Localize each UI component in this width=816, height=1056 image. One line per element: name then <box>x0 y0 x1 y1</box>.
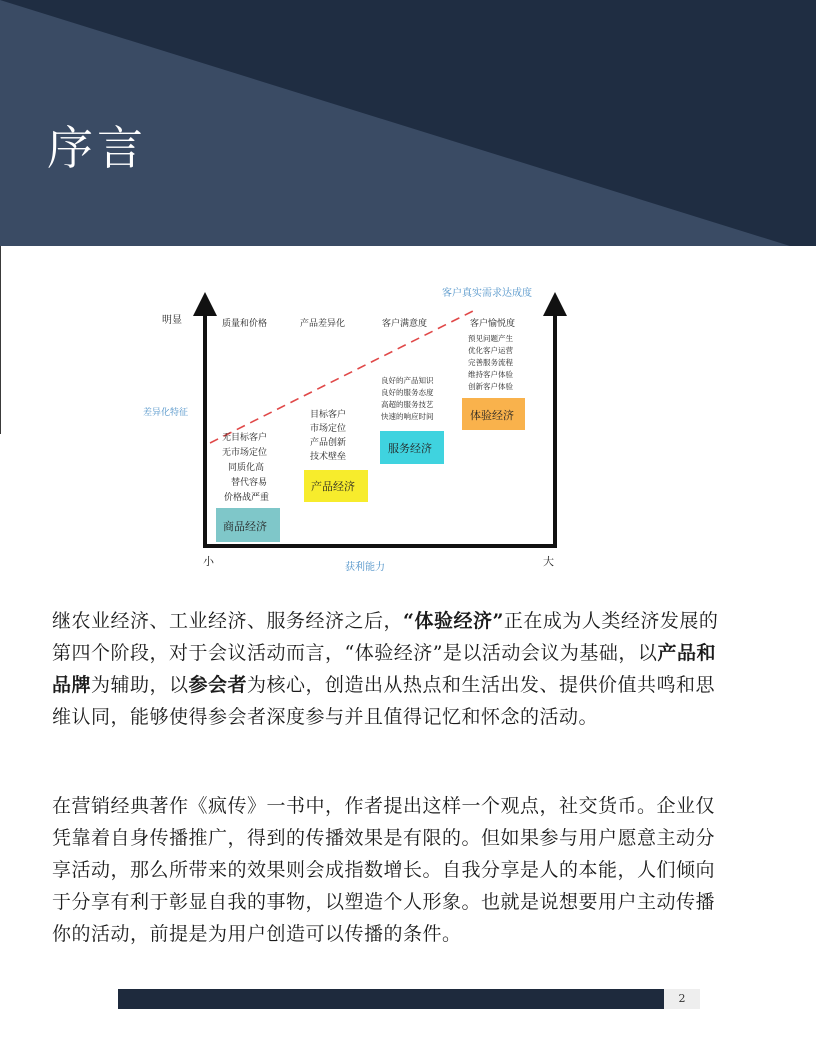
header-banner <box>0 0 816 246</box>
footer-bar <box>118 989 664 1009</box>
x-axis-end-label: 大 <box>543 555 554 568</box>
paragraph-text: 为辅助，以 <box>91 674 189 696</box>
column-item: 技术壁垒 <box>310 452 347 462</box>
bold-term: “体验经济” <box>403 610 504 632</box>
stage-label-commodity: 商品经济 <box>223 520 267 533</box>
column-item: 无目标客户 <box>222 433 268 443</box>
column-item: 良好的服务态度 <box>381 388 434 397</box>
column-item: 替代容易 <box>231 478 268 488</box>
column-item: 维持客户体验 <box>468 370 513 379</box>
stage-label-product: 产品经济 <box>311 480 355 493</box>
y-axis-side-label: 差异化特征 <box>143 408 189 418</box>
column-item: 高超的服务技艺 <box>381 400 434 409</box>
stage-label-service: 服务经济 <box>388 442 432 455</box>
paragraph-text: 为核心，创造出从热点和生活出发、提供价值共鸣和思维认同，能够使得参会者深度参与并且值得记忆和怀念的活动。 <box>52 674 716 728</box>
column-heading: 客户愉悦度 <box>470 319 516 329</box>
bold-term: 参会者 <box>188 674 248 696</box>
column-item: 预见问题产生 <box>468 334 513 343</box>
column-item: 目标客户 <box>310 410 347 420</box>
column-item: 完善服务流程 <box>468 358 513 367</box>
column-item: 价格战严重 <box>224 493 270 503</box>
y-axis-top-label: 明显 <box>162 315 182 326</box>
bold-term: 产品和品牌 <box>52 642 716 696</box>
column-item: 创新客户体验 <box>468 382 513 391</box>
page-number: 2 <box>664 989 700 1009</box>
column-item: 良好的产品知识 <box>381 376 434 385</box>
paragraph-text: 正在成为人类经济发展的第四个阶段，对于会议活动而言，“体验经济”是以活动会议为基础，以 <box>52 610 719 664</box>
column-heading: 客户满意度 <box>382 319 428 329</box>
column-item: 无市场定位 <box>222 448 268 458</box>
column-item: 同质化高 <box>228 463 265 473</box>
y-axis-right-arrow <box>543 292 567 316</box>
left-margin-rule <box>0 246 1 434</box>
x-axis-label: 获利能力 <box>345 562 385 573</box>
y-axis-left-arrow <box>193 292 217 316</box>
column-heading: 质量和价格 <box>222 319 268 329</box>
column-item: 快速的响应时间 <box>381 412 434 421</box>
page-title: 序言 <box>47 121 147 175</box>
trend-label: 客户真实需求达成度 <box>442 288 532 299</box>
column-item: 产品创新 <box>310 438 347 448</box>
paragraph-social-currency: 在营销经典著作《疯传》一书中，作者提出这样一个观点，社交货币。企业仅凭靠着自身传播推广，得到的传播效果是有限的。但如果参与用户愿意主动分享活动，那么所带来的效果则会成指数增长。自我分享是人的本能，人们倾向于分享有利于彰显自我的事物，以塑造个人形象。也就是说想要用户主动传播你的活动，前提是为用户创造可以传播的条件。 <box>52 795 716 945</box>
x-axis-start-label: 小 <box>203 555 214 568</box>
economy-stages-figure <box>140 280 580 580</box>
paragraph-text: 继农业经济、工业经济、服务经济之后， <box>52 610 404 632</box>
column-item: 市场定位 <box>310 424 347 434</box>
paragraph-experience-economy <box>52 605 732 733</box>
column-item: 优化客户运营 <box>468 346 513 355</box>
stage-label-experience: 体验经济 <box>470 409 514 422</box>
column-heading: 产品差异化 <box>300 319 346 329</box>
